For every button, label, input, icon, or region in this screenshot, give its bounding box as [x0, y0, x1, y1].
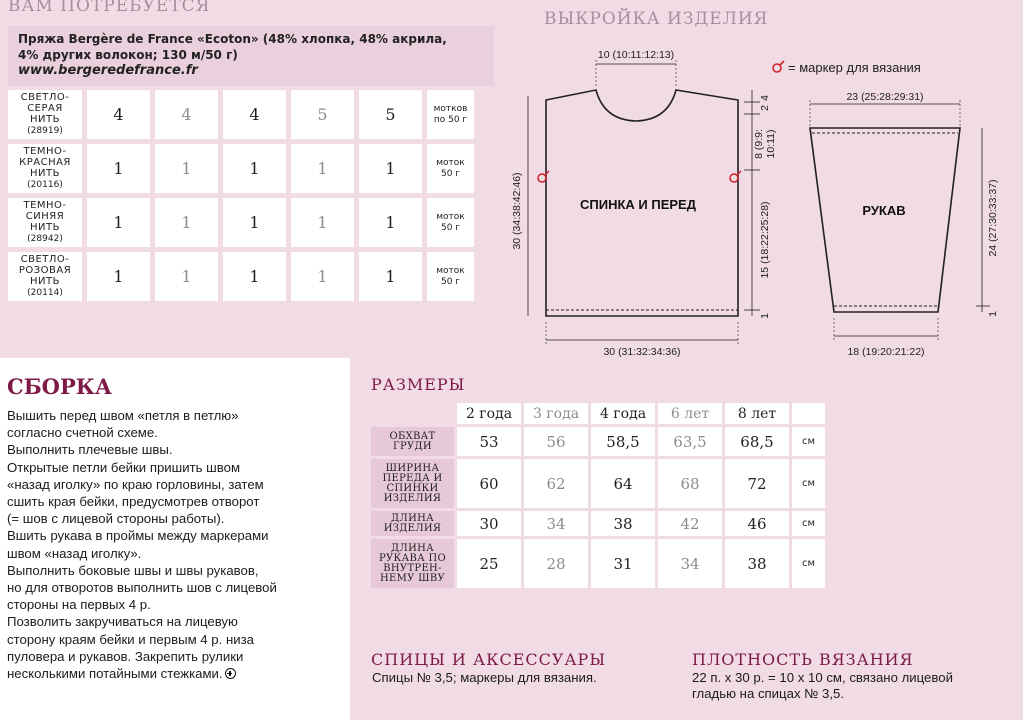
pattern-diagram [500, 40, 1023, 370]
size-header: 3 года [524, 403, 591, 427]
size-value: 38 [591, 511, 658, 539]
yarn-unit [427, 90, 479, 144]
yarn-name-line: НИТЬ [30, 168, 60, 179]
size-label-line: ДЛИНА [391, 542, 434, 554]
assembly-line: сшить края бейки, предусмотрев отворот [7, 494, 260, 510]
assembly-line: (= шов с лицевой стороны работы). [7, 511, 225, 527]
size-label-line: НЕМУ ШВУ [379, 572, 446, 584]
assembly-panel [0, 358, 350, 720]
neck-depth-label: 2 [759, 105, 771, 111]
size-row [371, 511, 828, 539]
assembly-text [7, 407, 350, 682]
size-value: 60 [457, 459, 524, 511]
assembly-line: Вшить рукава в проймы между маркерами [7, 528, 269, 544]
assembly-line: сторону краям бейки и первым 4 р. низа [7, 631, 254, 647]
size-unit: см [792, 511, 828, 539]
body-width-label: 30 (31:32:34:36) [603, 346, 681, 358]
neck-width-label: 10 (10:11:12:13) [597, 49, 675, 61]
yarn-qty: 4 [223, 90, 291, 144]
yarn-qty: 1 [291, 252, 359, 306]
yarn-name-line: НИТЬ [30, 114, 60, 125]
yarn-unit [427, 198, 479, 252]
yarn-qty: 1 [359, 198, 427, 252]
shoulder-drop-label: 4 [759, 95, 771, 101]
yarn-name [8, 198, 87, 252]
assembly-line: Вышить перед швом «петля в петлю» [7, 408, 239, 423]
yarn-qty: 1 [155, 252, 223, 306]
needs-title: ВАМ ПОТРЕБУЕТСЯ [8, 0, 211, 16]
assembly-line: «назад иголку» по краю горловины, затем [7, 476, 264, 492]
yarn-name-line: РОЗОВАЯ [18, 265, 72, 276]
body-label: СПИНКА И ПЕРЕД [580, 197, 696, 212]
yarn-qty: 1 [359, 144, 427, 198]
yarn-qty: 1 [223, 198, 291, 252]
side-length-label: 15 (18:22:25:28) [759, 201, 771, 279]
size-unit: см [792, 459, 828, 511]
gauge-line-1: 22 п. х 30 р. = 10 х 10 см, связано лицевой [692, 670, 953, 685]
size-value: 53 [457, 427, 524, 459]
size-header-unit [792, 403, 828, 427]
armhole-label-2: 10:11) [765, 129, 777, 159]
size-header-row [371, 403, 828, 427]
size-value: 31 [591, 539, 658, 591]
body-height-label: 30 (34:38:42:46) [511, 172, 523, 250]
yarn-unit [427, 252, 479, 306]
assembly-line: Открытые петли бейки пришить швом [7, 459, 241, 475]
size-row-label [371, 427, 457, 459]
size-row-label [371, 459, 457, 511]
size-value: 25 [457, 539, 524, 591]
size-row-label [371, 539, 457, 591]
website-link[interactable]: www.bergeredefrance.fr [18, 63, 198, 78]
yarn-row [8, 252, 479, 306]
size-header: 6 лет [658, 403, 725, 427]
yarn-qty: 1 [291, 198, 359, 252]
yarn-unit-line: моток [436, 211, 465, 222]
yarn-unit-line: 50 г [440, 276, 461, 287]
body-piece [511, 49, 777, 358]
yarn-name-line: КРАСНАЯ [19, 157, 71, 168]
size-header: 8 лет [725, 403, 792, 427]
yarn-qty: 1 [223, 144, 291, 198]
size-label-line: ГРУДИ [393, 440, 432, 452]
yarn-code: (28942) [27, 234, 63, 244]
marker-legend [773, 60, 921, 75]
yarn-qty: 1 [87, 198, 155, 252]
yarn-name-line: НИТЬ [30, 276, 60, 287]
end-mark-icon [225, 668, 236, 679]
yarn-code: (28919) [27, 126, 63, 136]
yarn-line-1: Пряжа Bergère de France «Ecoton» (48% хлопка, 48% акрила, [18, 32, 447, 46]
size-label-line: ШИРИНА [385, 462, 440, 474]
assembly-line: швом «назад иголку». [7, 545, 142, 561]
yarn-unit-line: по 50 г [433, 114, 468, 125]
size-value: 68,5 [725, 427, 792, 459]
size-value: 58,5 [591, 427, 658, 459]
yarn-name [8, 252, 87, 306]
assembly-line: но для отворотов выполнить шов с лицевой [7, 580, 277, 596]
yarn-qty: 1 [155, 144, 223, 198]
yarn-row [8, 198, 479, 252]
yarn-code: (20116) [27, 180, 63, 190]
yarn-unit [427, 144, 479, 198]
assembly-line: пуловера и рукавов. Закрепить рулики [7, 648, 244, 664]
size-label-line: ИЗДЕЛИЯ [383, 522, 442, 534]
sleeve-piece [810, 91, 999, 358]
yarn-name-line: СИНЯЯ [25, 211, 65, 222]
yarn-name-line: СЕРАЯ [27, 103, 63, 114]
size-unit: см [792, 539, 828, 591]
yarn-qty: 4 [155, 90, 223, 144]
size-label-line: ИЗДЕЛИЯ [383, 492, 442, 504]
pattern-title: ВЫКРОЙКА ИЗДЕЛИЯ [544, 9, 769, 29]
yarn-name [8, 144, 87, 198]
needles-text: Спицы № 3,5; маркеры для вязания. [372, 670, 597, 685]
yarn-description [8, 26, 494, 86]
yarn-unit-line: моток [436, 265, 465, 276]
yarn-qty: 1 [291, 144, 359, 198]
size-value: 38 [725, 539, 792, 591]
yarn-unit-line: 50 г [440, 222, 461, 233]
marker-icon [773, 61, 784, 72]
assembly-line: согласно счетной схеме. [7, 425, 158, 441]
size-value: 62 [524, 459, 591, 511]
body-hem-label: 1 [759, 313, 771, 319]
yarn-unit-line: моток [436, 157, 465, 168]
sleeve-top-label: 23 (25:28:29:31) [846, 91, 924, 103]
sizes-title: РАЗМЕРЫ [371, 375, 466, 394]
yarn-name [8, 90, 87, 144]
size-label-line: ДЛИНА [391, 512, 434, 524]
size-unit: см [792, 427, 828, 459]
size-row [371, 427, 828, 459]
sleeve-hem-label: 1 [987, 311, 999, 317]
sleeve-height-label: 24 (27:30:33:37) [987, 179, 999, 257]
yarn-qty: 4 [87, 90, 155, 144]
size-value: 34 [524, 511, 591, 539]
needles-title: СПИЦЫ И АКСЕССУАРЫ [371, 650, 607, 669]
yarn-unit-line: 50 г [440, 168, 461, 179]
yarn-qty: 5 [359, 90, 427, 144]
size-value: 30 [457, 511, 524, 539]
size-header-corner [371, 403, 457, 427]
armhole-label: 8 (9:9: [753, 129, 765, 159]
assembly-line: Выполнить боковые швы и швы рукавов, [7, 562, 259, 578]
yarn-name-line: ТЕМНО- [23, 146, 67, 157]
size-header: 2 года [457, 403, 524, 427]
gauge-line-2: гладью на спицах № 3,5. [692, 686, 845, 701]
gauge-title: ПЛОТНОСТЬ ВЯЗАНИЯ [692, 650, 914, 669]
sleeve-bottom-label: 18 (19:20:21:22) [847, 346, 925, 358]
marker-right [730, 171, 741, 182]
size-label-line: ВНУТРЕН- [383, 562, 442, 574]
size-value: 72 [725, 459, 792, 511]
size-value: 64 [591, 459, 658, 511]
size-label-line: ОБХВАТ [389, 430, 436, 442]
yarn-name-line: ТЕМНО- [23, 200, 67, 211]
yarn-name-line: СВЕТЛО- [20, 254, 70, 265]
size-row [371, 539, 828, 591]
yarn-row [8, 144, 479, 198]
size-label-line: СПИНКИ [386, 482, 439, 494]
size-value: 63,5 [658, 427, 725, 459]
yarn-name-line: НИТЬ [30, 222, 60, 233]
size-value: 42 [658, 511, 725, 539]
yarn-qty: 1 [87, 252, 155, 306]
size-header: 4 года [591, 403, 658, 427]
yarn-name-line: СВЕТЛО- [20, 92, 70, 103]
marker-legend-text: = маркер для вязания [788, 60, 921, 75]
yarn-line-2: 4% других волокон; 130 м/50 г) [18, 48, 238, 62]
assembly-line: стороны на первых 4 р. [7, 597, 151, 613]
yarn-qty: 1 [87, 144, 155, 198]
sizes-table [371, 403, 828, 591]
assembly-line: несколькими потайными стежками. [7, 665, 350, 682]
yarn-qty: 1 [223, 252, 291, 306]
yarn-qty: 5 [291, 90, 359, 144]
size-value: 46 [725, 511, 792, 539]
yarn-row [8, 90, 479, 144]
yarn-code: (20114) [27, 288, 63, 298]
marker-left [538, 171, 549, 182]
size-value: 34 [658, 539, 725, 591]
size-label-line: РУКАВА ПО [379, 552, 446, 564]
sleeve-label: РУКАВ [862, 203, 906, 218]
size-label-line: ПЕРЕДА И [382, 472, 443, 484]
yarn-unit-line: мотков [433, 103, 468, 114]
assembly-title: СБОРКА [7, 374, 112, 399]
yarn-qty: 1 [155, 198, 223, 252]
size-row-label [371, 511, 457, 539]
yarn-table [8, 90, 479, 306]
size-value: 28 [524, 539, 591, 591]
size-value: 56 [524, 427, 591, 459]
size-value: 68 [658, 459, 725, 511]
size-row [371, 459, 828, 511]
assembly-line: Выполнить плечевые швы. [7, 442, 173, 458]
assembly-line: Позволить закручиваться на лицевую [7, 614, 238, 630]
yarn-qty: 1 [359, 252, 427, 306]
